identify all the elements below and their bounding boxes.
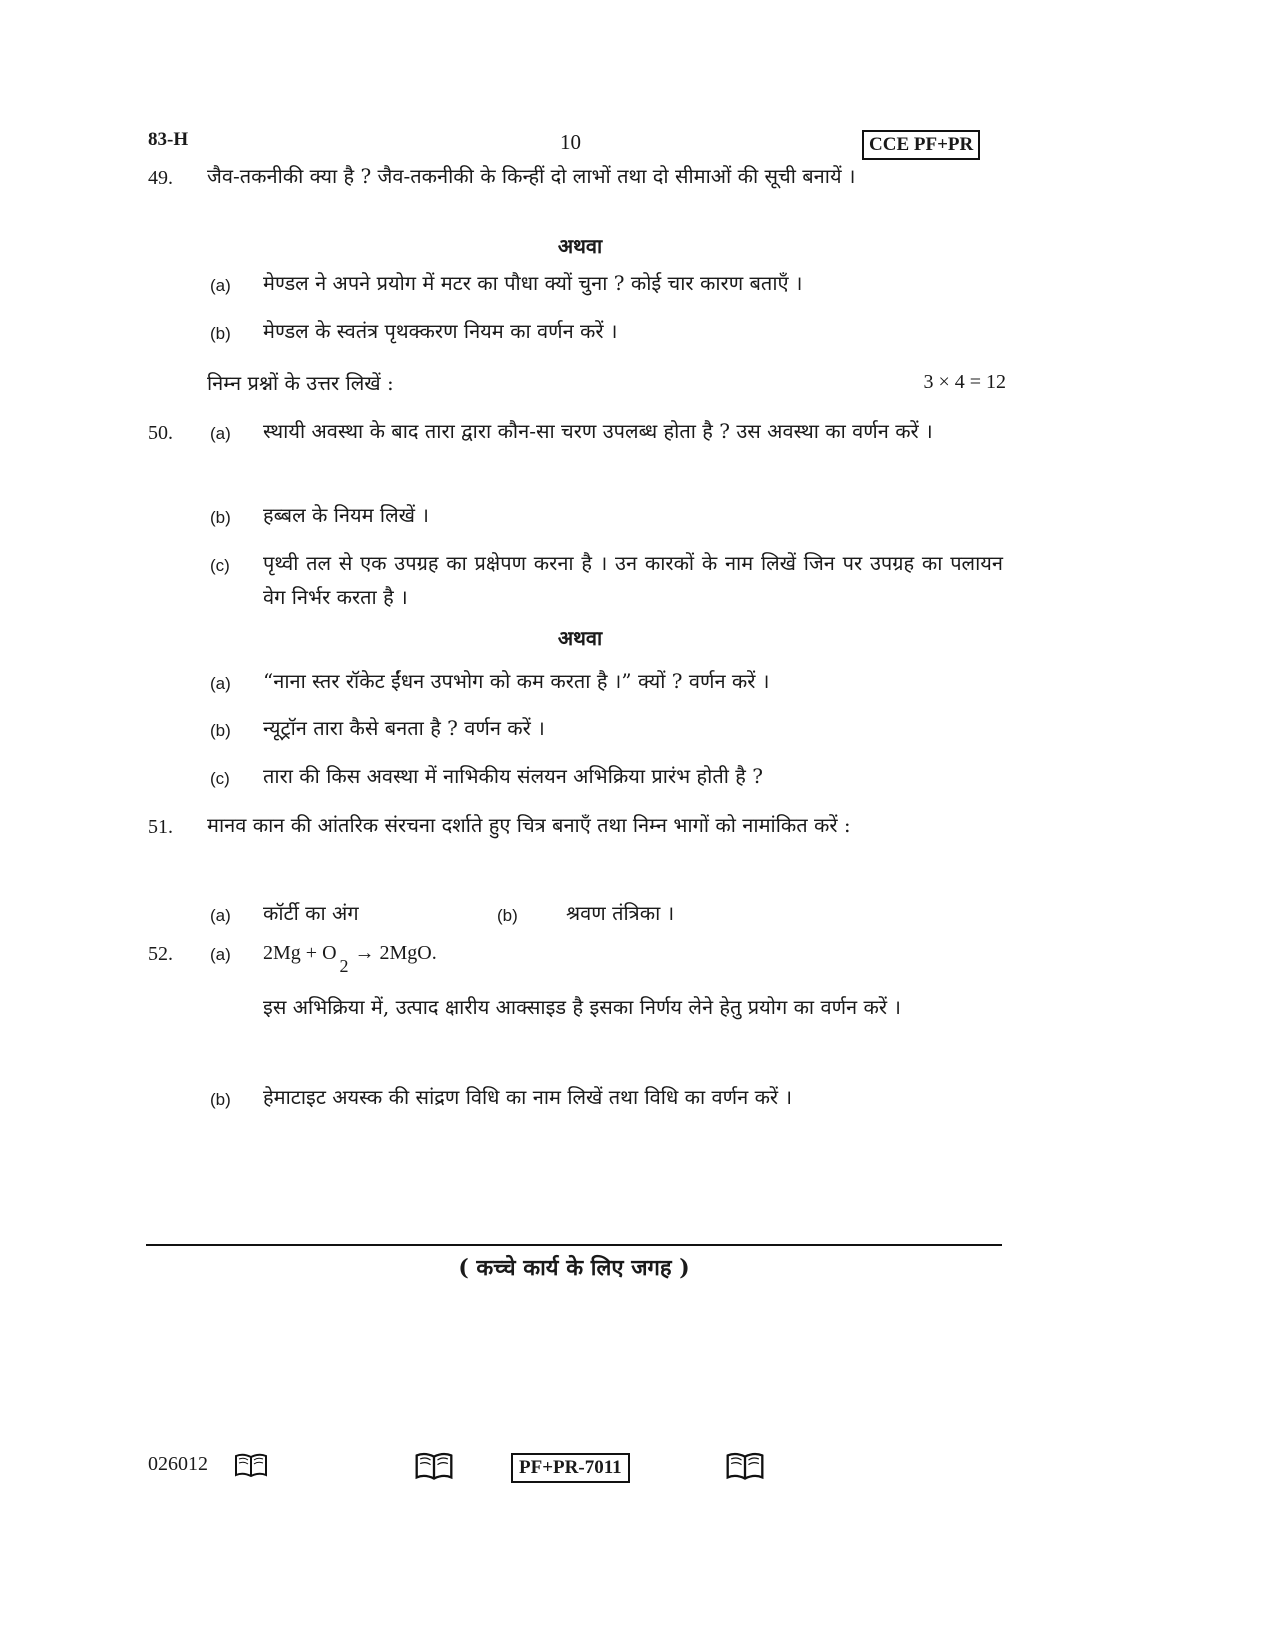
question-49-text: जैव-तकनीकी क्या है ? जैव-तकनीकी के किन्हीं दो लाभों तथा दो सीमाओं की सूची बनायें । xyxy=(207,164,856,188)
q51-a-label: (a) xyxy=(210,906,231,925)
q50-b-text: हब्बल के नियम लिखें । xyxy=(263,503,429,527)
question-number-51: 51. xyxy=(148,816,173,838)
series-box: CCE PF+PR xyxy=(862,130,980,160)
divider-line xyxy=(146,1244,1002,1246)
q49-b-text: मेण्डल के स्वतंत्र पृथक्करण नियम का वर्णन करें । xyxy=(263,319,618,343)
q50-or-a-label: (a) xyxy=(210,674,231,693)
instruction-text: निम्न प्रश्नों के उत्तर लिखें : xyxy=(207,371,394,395)
rough-work-label: ( कच्चे कार्य के लिए जगह ) xyxy=(458,1255,690,1281)
page-number: 10 xyxy=(560,130,581,154)
q49-a-text: मेण्डल ने अपने प्रयोग में मटर का पौधा क्यों चुना ? कोई चार कारण बताएँ । xyxy=(263,271,803,295)
q50-or-b-text: न्यूट्रॉन तारा कैसे बनता है ? वर्णन करें । xyxy=(263,716,545,740)
or-heading-50: अथवा xyxy=(557,626,603,650)
equation-subscript: 2 xyxy=(339,956,349,976)
q50-a-label: (a) xyxy=(210,424,231,443)
q52-b-label: (b) xyxy=(210,1090,231,1109)
book-icon xyxy=(414,1452,454,1482)
paper-code: 83-H xyxy=(148,129,189,150)
paper-code-box: PF+PR-7011 xyxy=(511,1453,630,1483)
book-icon xyxy=(725,1452,765,1482)
q50-c-text: पृथ्वी तल से एक उपग्रह का प्रक्षेपण करना है । उन कारकों के नाम लिखें जिन पर उपग्रह का पलायन वेग निर्भर करता है । xyxy=(263,551,1003,609)
question-number-50: 50. xyxy=(148,422,173,444)
q50-or-c-label: (c) xyxy=(210,769,230,788)
q50-or-c-text: तारा की किस अवस्था में नाभिकीय संलयन अभिक्रिया प्रारंभ होती है ? xyxy=(263,764,763,788)
q52-a-text: इस अभिक्रिया में, उत्पाद क्षारीय आक्साइड है इसका निर्णय लेने हेतु प्रयोग का वर्णन करें । xyxy=(263,995,901,1019)
marks-allocation: 3 × 4 = 12 xyxy=(923,371,1006,393)
book-icon xyxy=(234,1453,268,1479)
q50-a-text: स्थायी अवस्था के बाद तारा द्वारा कौन-सा चरण उपलब्ध होता है ? उस अवस्था का वर्णन करें । xyxy=(263,419,933,443)
question-number-49: 49. xyxy=(148,167,173,189)
question-51-text: मानव कान की आंतरिक संरचना दर्शाते हुए चित्र बनाएँ तथा निम्न भागों को नामांकित करें : xyxy=(207,813,851,837)
q49-a-label: (a) xyxy=(210,276,231,295)
question-number-52: 52. xyxy=(148,943,173,965)
q52-a-label: (a) xyxy=(210,945,231,964)
equation-right: → 2MgO. xyxy=(354,942,437,964)
q51-a-text: कॉर्टी का अंग xyxy=(263,901,359,925)
footer-code: 026012 xyxy=(148,1453,208,1475)
q51-b-text: श्रवण तंत्रिका । xyxy=(566,901,675,925)
chemical-equation xyxy=(263,942,437,976)
q49-b-label: (b) xyxy=(210,324,231,343)
q52-b-text: हेमाटाइट अयस्क की सांद्रण विधि का नाम लिखें तथा विधि का वर्णन करें । xyxy=(263,1085,793,1109)
q50-b-label: (b) xyxy=(210,508,231,527)
q50-or-b-label: (b) xyxy=(210,721,231,740)
q50-c-label: (c) xyxy=(210,556,230,575)
q50-or-a-text: “नाना स्तर रॉकेट ईंधन उपभोग को कम करता है ।” क्यों ? वर्णन करें । xyxy=(263,669,770,693)
or-heading-49: अथवा xyxy=(557,234,603,258)
q51-b-label: (b) xyxy=(497,906,518,925)
equation-left: 2Mg + O xyxy=(263,942,337,964)
